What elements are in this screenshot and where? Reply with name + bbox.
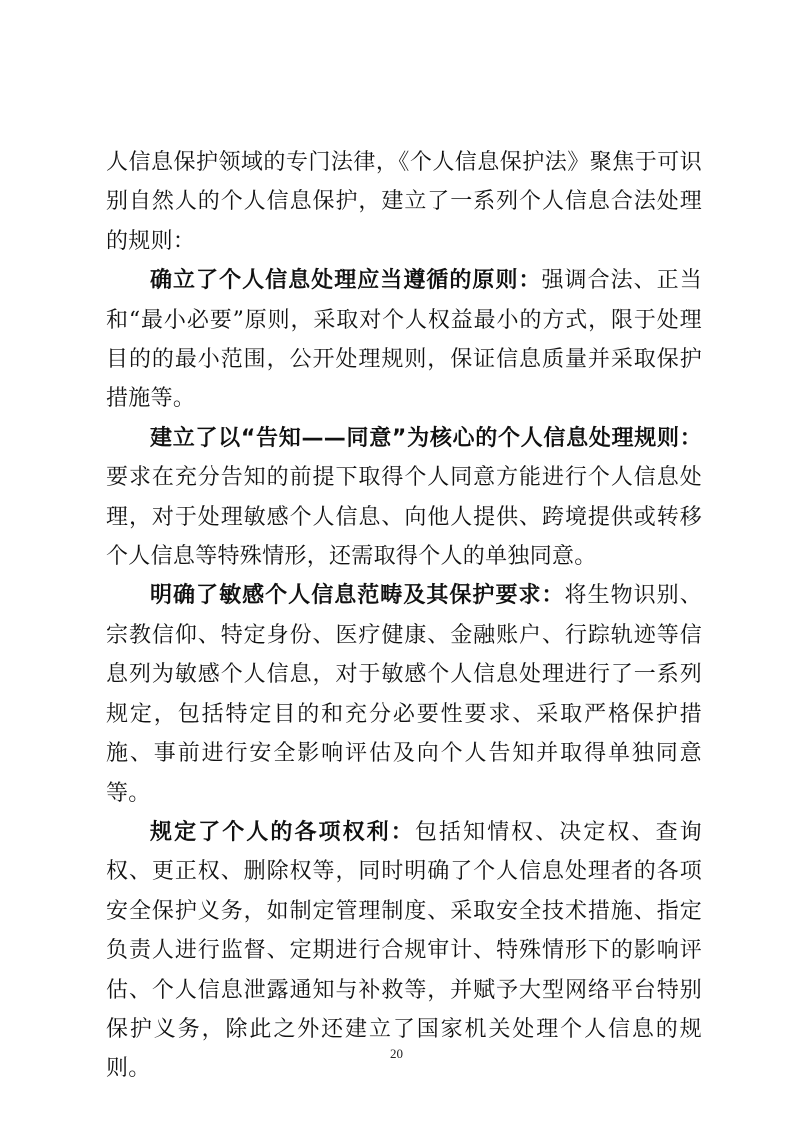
paragraph-heading: 确立了个人信息处理应当遵循的原则： (150, 268, 542, 294)
paragraph-text: 将生物识别、宗教信仰、特定身份、医疗健康、金融账户、行踪轨迹等信息列为敏感个人信息，对于敏感个人信息处理进行了一系列规定，包括特定目的和充分必要性要求、采取严格保护措施、事前进行安全影响评估及向个人告知并取得单独同意等。 (106, 583, 702, 806)
paragraph-principles (106, 261, 702, 419)
paragraph-heading: 规定了个人的各项权利： (150, 819, 415, 845)
paragraph-sensitive-info (106, 576, 702, 812)
paragraph-intro (106, 143, 702, 261)
paragraph-text: 人信息保护领域的专门法律，《个人信息保护法》聚焦于可识别自然人的个人信息保护，建立了一系列个人信息合法处理的规则： (106, 150, 702, 254)
paragraph-consent-rules (106, 419, 702, 577)
paragraph-heading: 明确了敏感个人信息范畴及其保护要求： (150, 583, 565, 609)
body-text (106, 143, 702, 1089)
paragraph-text: 强调合法、正当和“最小必要”原则，采取对个人权益最小的方式，限于处理目的的最小范围，公开处理规则，保证信息质量并采取保护措施等。 (106, 268, 702, 412)
paragraph-heading: 建立了以“告知——同意”为核心的个人信息处理规则： (150, 425, 702, 451)
page-number: 20 (390, 1046, 403, 1061)
paragraph-text: 要求在充分告知的前提下取得个人同意方能进行个人信息处理，对于处理敏感个人信息、向他人提供、跨境提供或转移个人信息等特殊情形，还需取得个人的单独同意。 (106, 465, 702, 570)
paragraph-text: 包括知情权、决定权、查询权、更正权、删除权等，同时明确了个人信息处理者的各项安全保护义务，如制定管理制度、采取安全技术措施、指定负责人进行监督、定期进行合规审计、特殊情形下的影响评估、个人信息泄露通知与补救等，并赋予大型网络平台特别保护义务，除此之外还建立了国家机关处理个人信息的规则。 (106, 819, 702, 1082)
